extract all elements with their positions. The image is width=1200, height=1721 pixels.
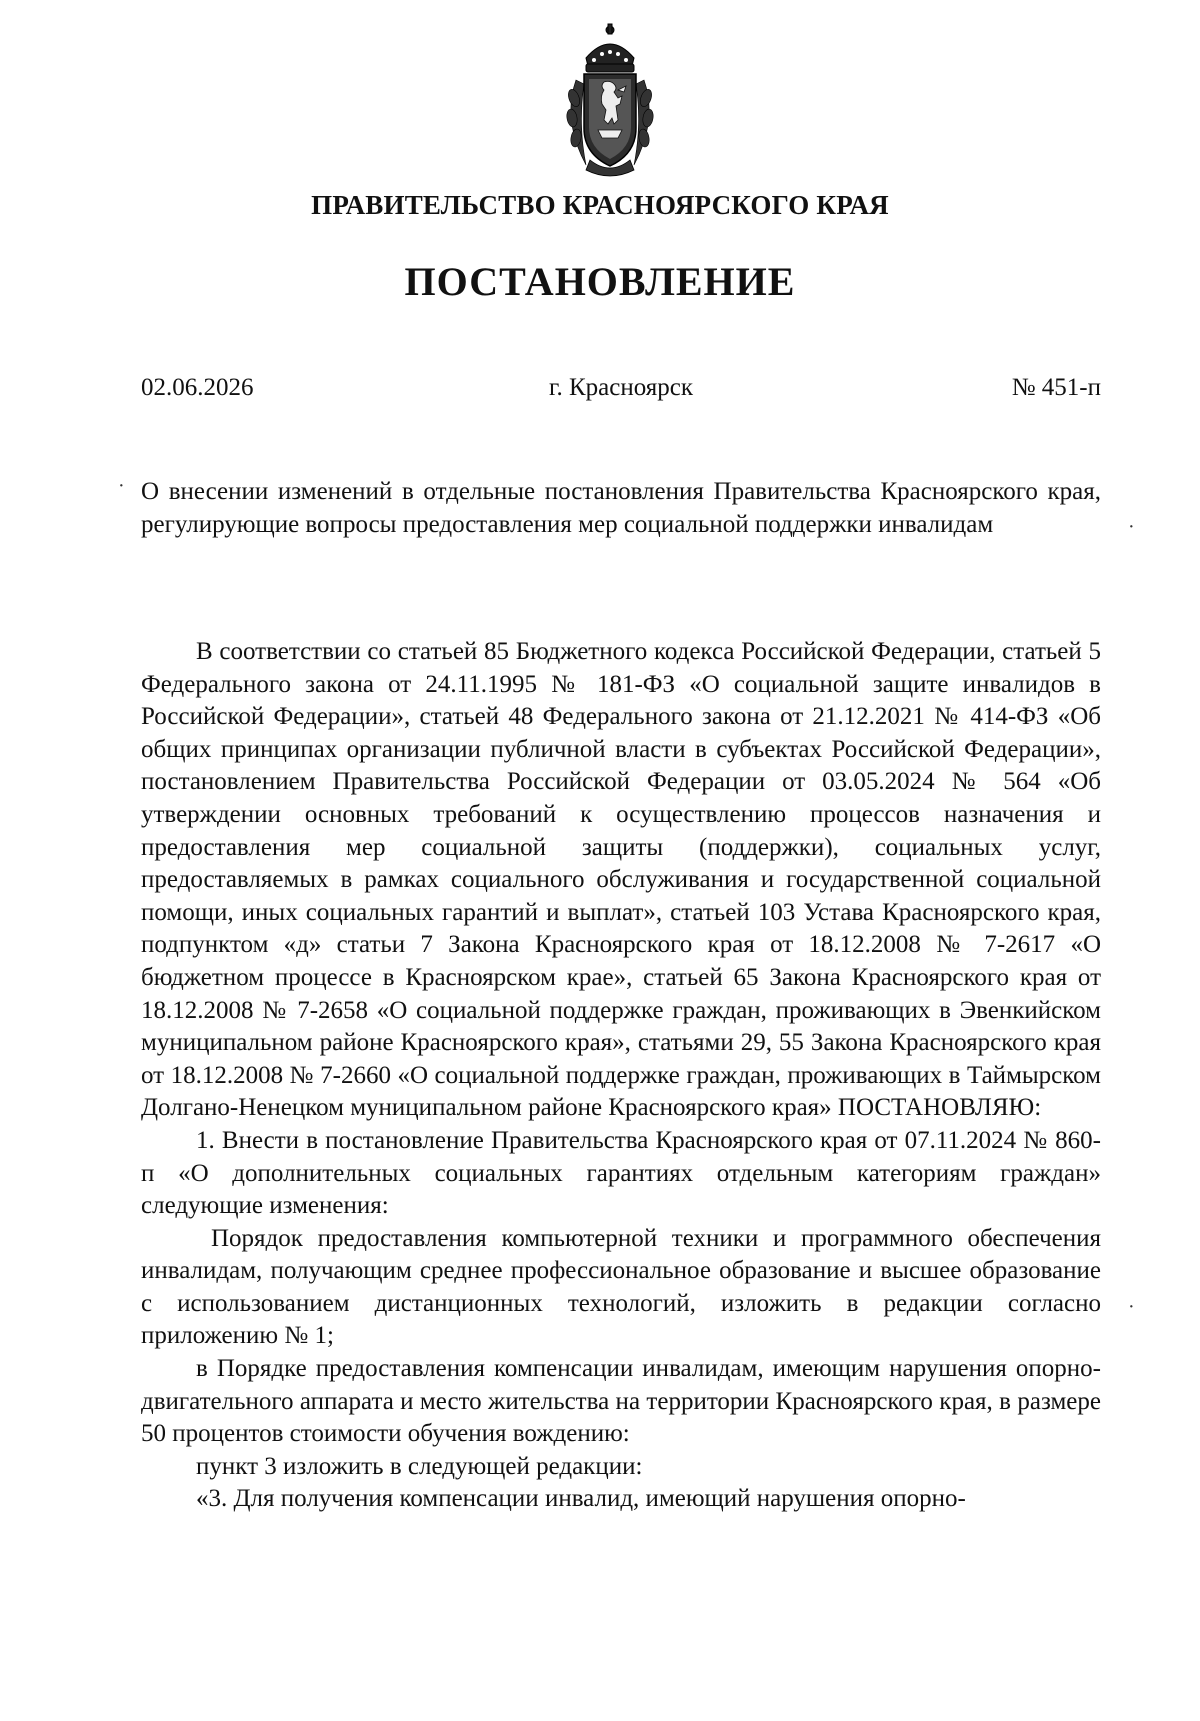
item-1-subparagraph: «3. Для получения компенсации инвалид, имеющий нарушения опорно-: [196, 1485, 966, 1513]
document-subject: О внесении изменений в отдельные постановления Правительства Красноярского края, регулирующие вопросы предоставления мер социальной поддержки инвалидам: [141, 478, 1101, 538]
document-number: № 451-п: [1011, 374, 1101, 401]
document-body: [141, 636, 1101, 1516]
item-1-subparagraph: в Порядке предоставления компенсации инвалидам, имеющим нарушения опорно-двигательного аппарата и место жительства на территории Красноярского края, в размере 50 процентов стоимости обучения вождению:: [141, 1355, 1101, 1448]
item-1-subparagraph: Порядок предоставления компьютерной техники и программного обеспечения инвалидам, получающим среднее профессиональное образование и высшее образование с использованием дистанционных технологий, изложить в редакции согласно приложению № 1;: [141, 1224, 1101, 1350]
preamble-paragraph: В соответствии со статьей 85 Бюджетного кодекса Российской Федерации, статьей 5 Федерального закона от 24.11.1995 № 181-ФЗ «О социальной защите инвалидов в Российской Федерации», статьей 48 Федерального закона от 21.12.2021 № 414-ФЗ «Об общих принципах организации публичной власти в субъектах Российской Федерации», постановлением Правительства Российской Федерации от 03.05.2024 № 564 «Об утверждении основных требований к осуществлению процессов назначения и предоставления мер социальной защиты (поддержки), социальных услуг, предоставляемых в рамках социального обслуживания и государственной социальной помощи, иных социальных гарантий и выплат», статьей 103 Устава Красноярского края, подпунктом «д» статьи 7 Закона Красноярского края от 18.12.2008 № 7-2617 «О бюджетном процессе в Красноярском крае», статьей 65 Закона Красноярского края от 18.12.2008 № 7-2658 «О социальной поддержке граждан, проживающих в Эвенкийском муниципальном районе Красноярского края», статьями 29, 55 Закона Красноярского края от 18.12.2008 № 7-2660 «О социальной поддержке граждан, проживающих в Таймырском Долгано-Ненецком муниципальном районе Красноярского края» ПОСТАНОВЛЯЮ:: [141, 638, 1101, 1122]
item-1-subparagraph: пункт 3 изложить в следующей редакции:: [196, 1452, 643, 1480]
organization-title: ПРАВИТЕЛЬСТВО КРАСНОЯРСКОГО КРАЯ: [311, 190, 889, 220]
scan-artifact-mark: ·: [1128, 516, 1135, 538]
krasnoyarsk-coat-of-arms-icon: [556, 20, 664, 180]
document-type-title: ПОСТАНОВЛЕНИЕ: [404, 259, 796, 304]
document-city: г. Красноярск: [549, 374, 693, 401]
document-date: 02.06.2026: [141, 374, 254, 401]
item-1-paragraph: 1. Внести в постановление Правительства Красноярского края от 07.11.2024 № 860-п «О дополнительных социальных гарантиях отдельным категориям граждан» следующие изменения:: [141, 1126, 1101, 1220]
scan-artifact-mark: ·: [118, 475, 125, 497]
scan-artifact-mark: ·: [1128, 1296, 1135, 1318]
